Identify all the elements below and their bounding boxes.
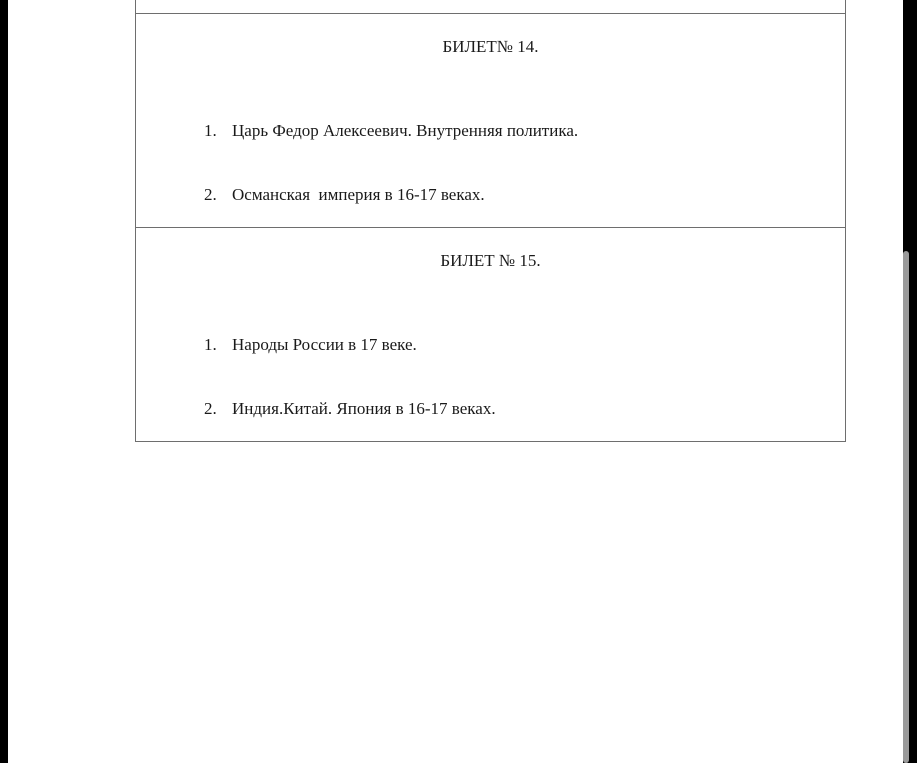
ticket-question <box>170 315 417 375</box>
ticket-question <box>170 379 496 439</box>
question-text: Османская империя в 16-17 веках. <box>232 185 485 204</box>
question-text: Царь Федор Алексеевич. Внутренняя политика. <box>232 121 579 140</box>
question-text: Народы России в 17 веке. <box>232 335 417 354</box>
ticket-15 <box>136 227 845 441</box>
question-number: 1. <box>204 121 217 140</box>
ticket-question <box>170 101 578 161</box>
tickets-table <box>135 0 846 442</box>
vertical-scrollbar[interactable] <box>903 251 909 763</box>
question-number: 2. <box>204 399 217 418</box>
ticket-14 <box>136 13 845 227</box>
question-text: Индия.Китай. Япония в 16-17 веках. <box>232 399 496 418</box>
previous-ticket-row <box>136 0 845 13</box>
ticket-question <box>170 165 485 225</box>
question-number: 1. <box>204 335 217 354</box>
ticket-title: БИЛЕТ№ 14. <box>442 37 539 56</box>
question-number: 2. <box>204 185 217 204</box>
document-page <box>8 0 903 763</box>
ticket-title: БИЛЕТ № 15. <box>440 251 541 270</box>
